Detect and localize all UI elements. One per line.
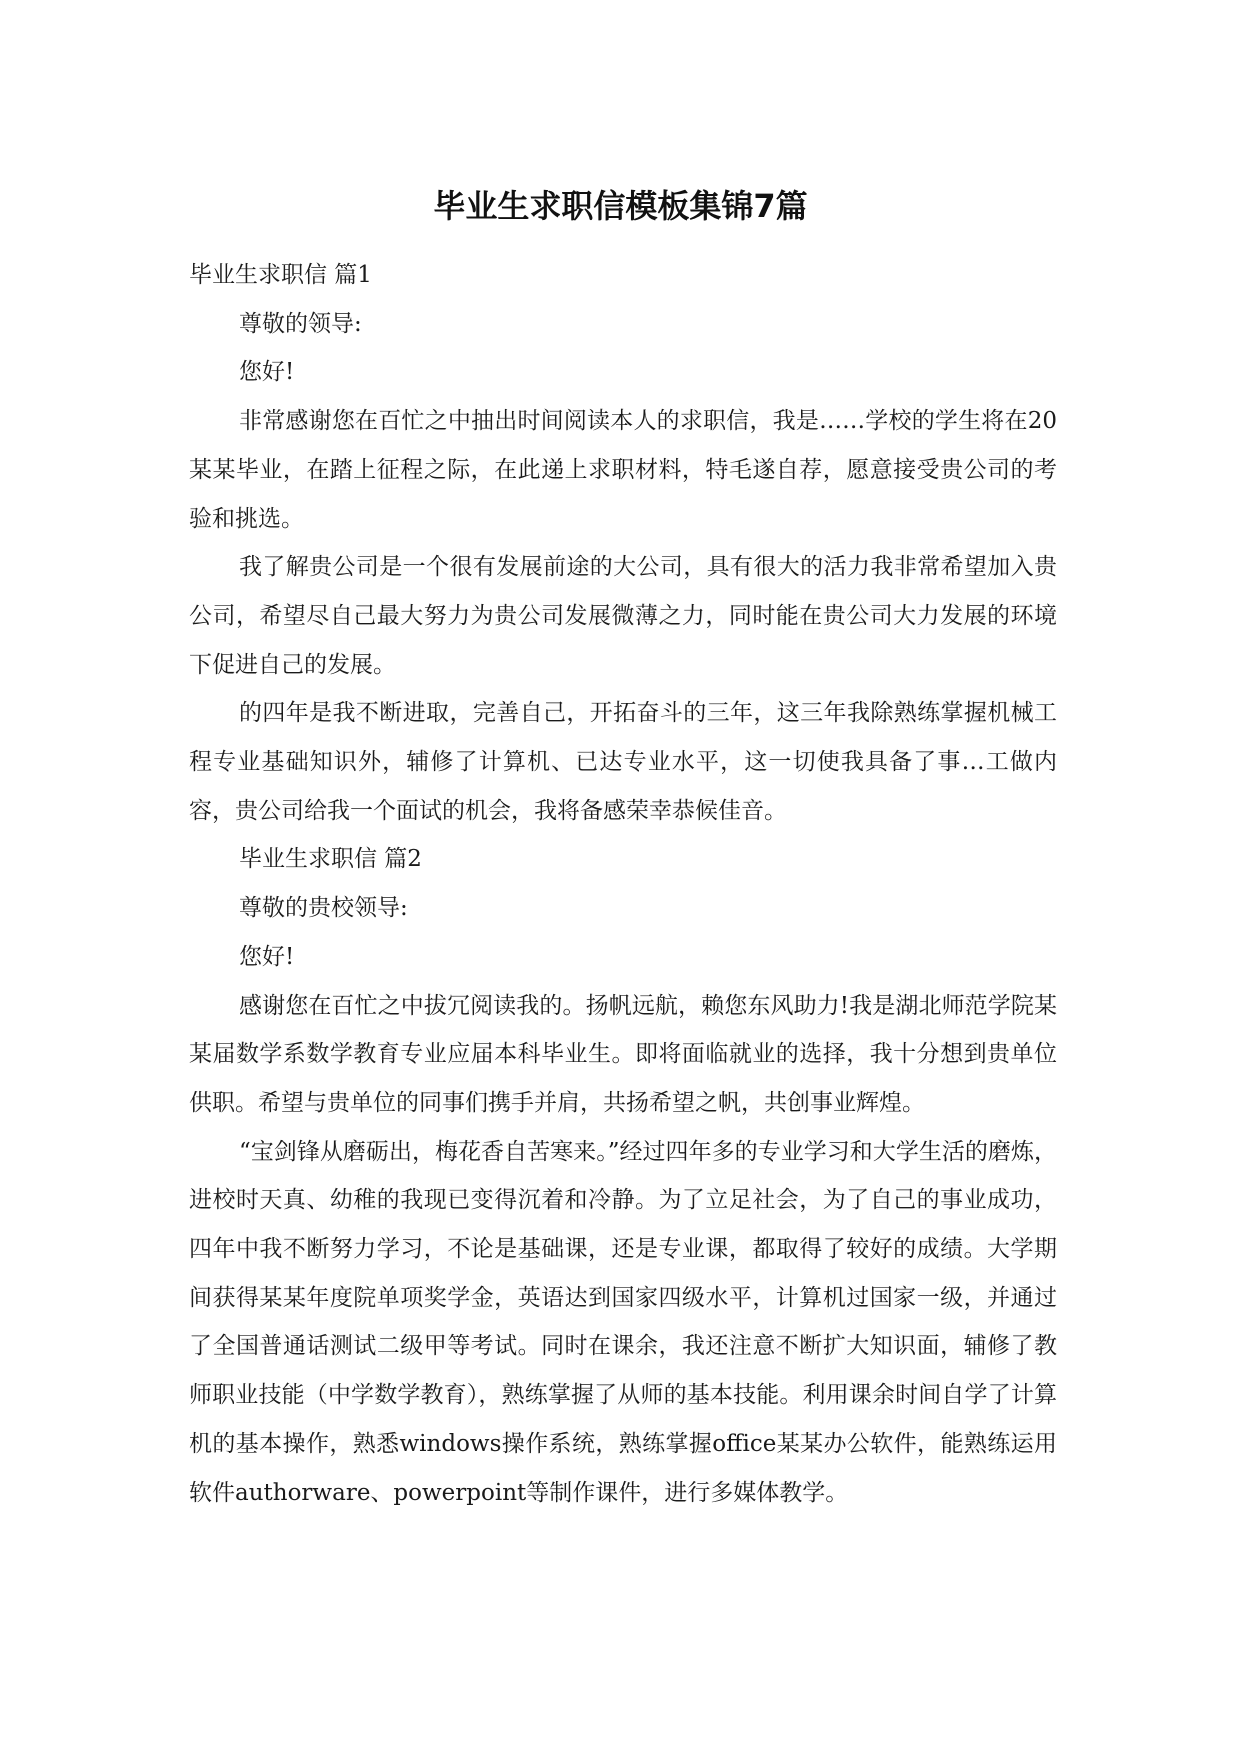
document-title: 毕业生求职信模板集锦7篇 (433, 187, 808, 225)
paragraph: 毕业生求职信 篇1 (189, 262, 372, 288)
paragraph: 您好! (239, 943, 295, 970)
paragraph: 尊敬的领导: (239, 310, 362, 337)
document-body (189, 251, 1057, 1517)
paragraph: 毕业生求职信 篇2 (239, 846, 422, 873)
paragraph: 您好! (239, 359, 295, 386)
paragraph: 感谢您在百忙之中拔冗阅读我的。扬帆远航，赖您东风助力!我是湖北师范学院某某届数学系数学教育专业应届本科毕业生。即将面临就业的选择，我十分想到贵单位供职。希望与贵单位的同事们携手并肩，共扬希望之帆，共创事业辉煌。 (189, 992, 1057, 1116)
paragraph: “宝剑锋从磨砺出，梅花香自苦寒来。”经过四年多的专业学习和大学生活的磨炼，进校时天真、幼稚的我现已变得沉着和冷静。为了立足社会，为了自己的事业成功，四年中我不断努力学习，不论是基础课，还是专业课，都取得了较好的成绩。大学期间获得某某年度院单项奖学金，英语达到国家四级水平，计算机过国家一级，并通过了全国普通话测试二级甲等考试。同时在课余，我还注意不断扩大知识面，辅修了教师职业技能（中学数学教育），熟练掌握了从师的基本技能。利用课余时间自学了计算机的基本操作，熟悉windows操作系统，熟练掌握office某某办公软件，能熟练运用软件authorware、powerpoint等制作课件，进行多媒体教学。 (189, 1138, 1057, 1506)
paragraph: 尊敬的贵校领导: (239, 895, 408, 922)
paragraph: 我了解贵公司是一个很有发展前途的大公司，具有很大的活力我非常希望加入贵公司，希望尽自己最大努力为贵公司发展微薄之力，同时能在贵公司大力发展的环境下促进自己的发展。 (189, 554, 1057, 678)
paragraph: 的四年是我不断进取，完善自己，开拓奋斗的三年，这三年我除熟练掌握机械工程专业基础知识外，辅修了计算机、已达专业水平，这一切使我具备了事…工做内容，贵公司给我一个面试的机会，我将备感荣幸恭候佳音。 (189, 700, 1057, 824)
paragraph: 非常感谢您在百忙之中抽出时间阅读本人的求职信，我是……学校的学生将在20某某毕业，在踏上征程之际，在此递上求职材料，特毛遂自荐，愿意接受贵公司的考验和挑选。 (189, 408, 1057, 532)
